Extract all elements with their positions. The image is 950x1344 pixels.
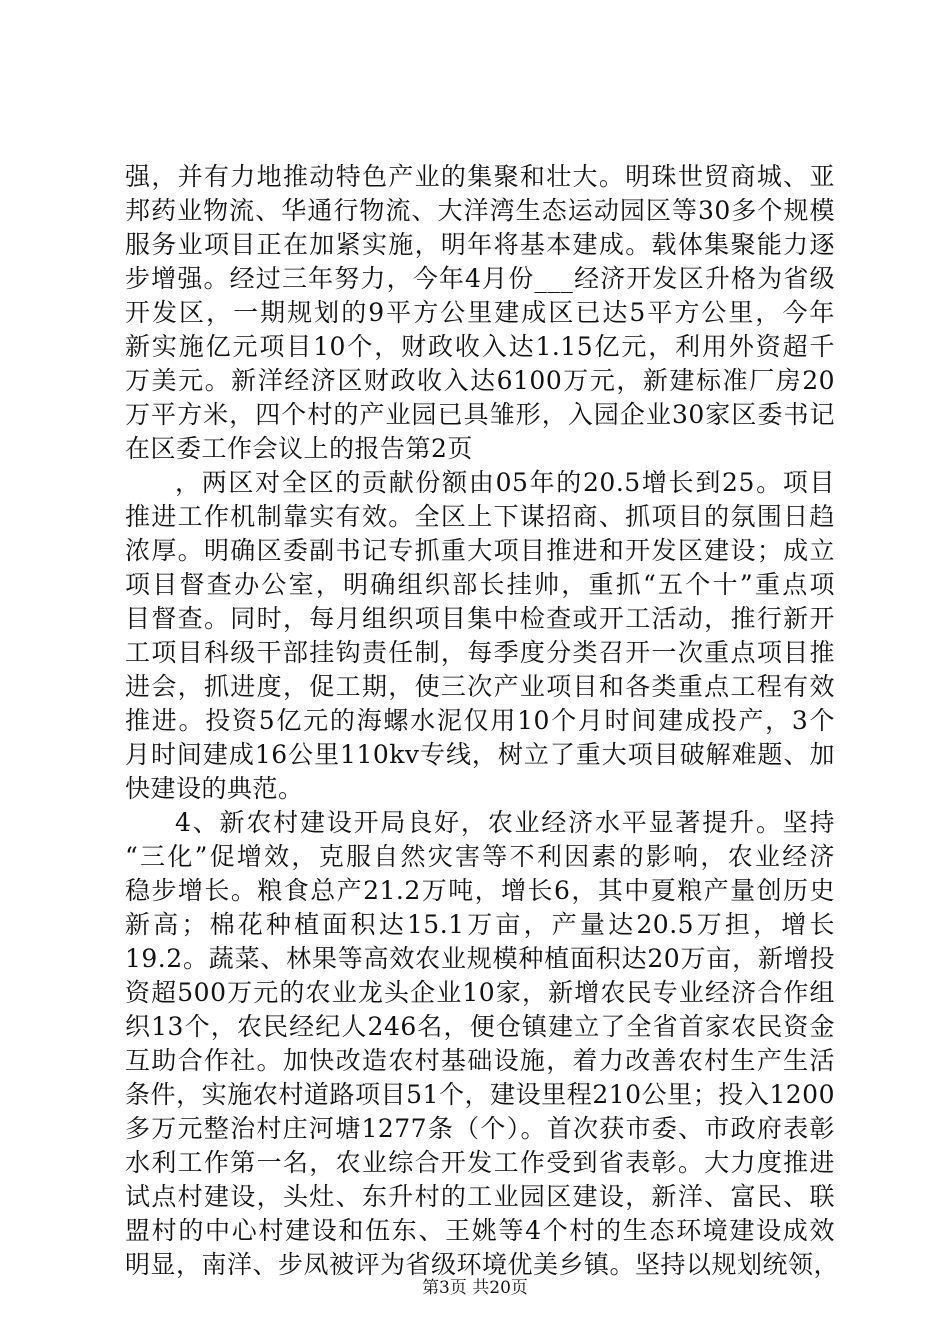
text-line: 推进工作机制靠实有效。全区上下谋招商、抓项目的氛围日趋 <box>125 502 835 531</box>
text-line: 新实施亿元项目10个，财政收入达1.15亿元，利用外资超千 <box>125 332 835 361</box>
text-line: 进会，抓进度，促工期，使三次产业项目和各类重点工程有效 <box>125 672 835 701</box>
text-line: 水利工作第一名，农业综合开发工作受到省表彰。大力度推进 <box>125 1148 835 1177</box>
text-line: 项目督查办公室，明确组织部长挂帅，重抓“五个十”重点项 <box>125 570 835 599</box>
text-line: 明显，南洋、步凤被评为省级环境优美乡镇。坚持以规划统领， <box>125 1250 840 1279</box>
text-line: 目督查。同时，每月组织项目集中检查或开工活动，推行新开 <box>125 604 835 633</box>
text-line: ，两区对全区的贡献份额由05年的20.5增长到25。项目 <box>175 468 835 497</box>
text-line: 多万元整治村庄河塘1277条（个）。首次获市委、市政府表彰 <box>125 1114 835 1143</box>
text-line: 工项目科级干部挂钩责任制，每季度分类召开一次重点项目推 <box>125 638 835 667</box>
text-line: 条件，实施农村道路项目51个，建设里程210公里；投入1200 <box>125 1080 835 1109</box>
text-line: 在区委工作会议上的报告第2页 <box>125 434 473 463</box>
document-body <box>125 160 840 1282</box>
text-line: 浓厚。明确区委副书记专抓重大项目推进和开发区建设；成立 <box>125 536 835 565</box>
text-line: 步增强。经过三年努力，今年4月份___经济开发区升格为省级 <box>125 264 835 293</box>
paragraph-3 <box>125 806 840 1282</box>
text-line: 快建设的典范。 <box>125 774 304 803</box>
text-line: 4、新农村建设开局良好，农业经济水平显著提升。坚持 <box>175 808 835 837</box>
text-line: 万平方米，四个村的产业园已具雏形，入园企业30家区委书记 <box>125 400 835 429</box>
text-line: 19.2。蔬菜、林果等高效农业规模种植面积达20万亩，新增投 <box>125 944 835 973</box>
text-line: 强，并有力地推动特色产业的集聚和壮大。明珠世贸商城、亚 <box>125 162 835 191</box>
text-line: 开发区，一期规划的9平方公里建成区已达5平方公里，今年 <box>125 298 835 327</box>
text-line: “三化”促增效，克服自然灾害等不利因素的影响，农业经济 <box>125 842 835 871</box>
paragraph-1 <box>125 160 835 466</box>
paragraph-2 <box>125 466 835 806</box>
text-line: 月时间建成16公里110kv专线，树立了重大项目破解难题、加 <box>125 740 835 769</box>
text-line: 资超500万元的农业龙头企业10家，新增农民专业经济合作组 <box>125 978 835 1007</box>
text-line: 试点村建设，头灶、东升村的工业园区建设，新洋、富民、联 <box>125 1182 835 1211</box>
text-line: 服务业项目正在加紧实施，明年将基本建成。载体集聚能力逐 <box>125 230 835 259</box>
text-line: 织13个，农民经纪人246名，便仓镇建立了全省首家农民资金 <box>125 1012 835 1041</box>
page-number-footer: 第3页 共20页 <box>422 1278 528 1298</box>
text-line: 新高；棉花种植面积达15.1万亩，产量达20.5万担，增长 <box>125 910 835 939</box>
text-line: 邦药业物流、华通行物流、大洋湾生态运动园区等30多个规模 <box>125 196 835 225</box>
text-line: 互助合作社。加快改造农村基础设施，着力改善农村生产生活 <box>125 1046 835 1075</box>
text-line: 盟村的中心村建设和伍东、王姚等4个村的生态环境建设成效 <box>125 1216 835 1245</box>
text-line: 稳步增长。粮食总产21.2万吨，增长6，其中夏粮产量创历史 <box>125 876 835 905</box>
text-line: 推进。投资5亿元的海螺水泥仅用10个月时间建成投产，3个 <box>125 706 835 735</box>
text-line: 万美元。新洋经济区财政收入达6100万元，新建标准厂房20 <box>125 366 835 395</box>
